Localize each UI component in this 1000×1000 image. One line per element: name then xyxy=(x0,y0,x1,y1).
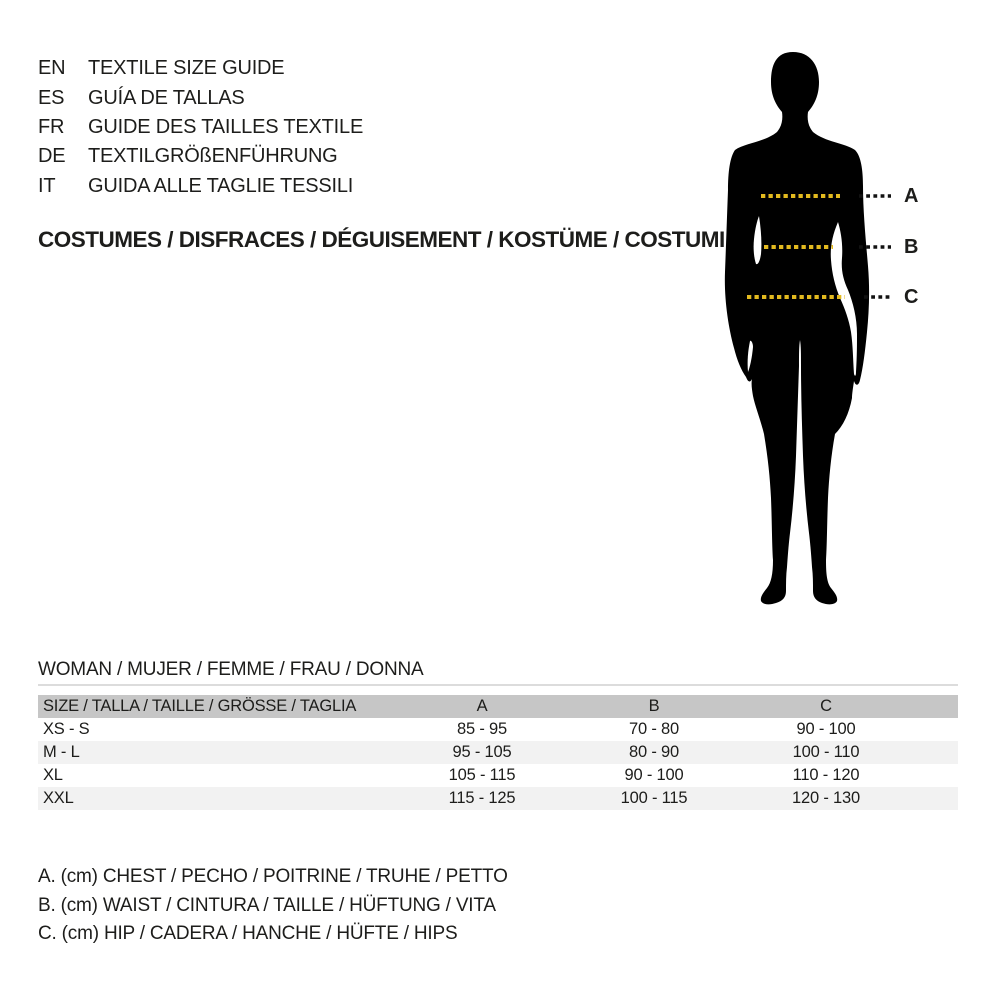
table-top-separator xyxy=(38,684,958,686)
hip-range-cell: 120 - 130 xyxy=(792,789,860,807)
waist-range-cell: 70 - 80 xyxy=(629,720,679,738)
size-cell: XL xyxy=(43,766,63,784)
language-code: EN xyxy=(38,57,66,80)
waist-range-cell: 100 - 115 xyxy=(620,789,688,807)
marker-waist-label: B xyxy=(904,236,919,258)
waist-range-cell: 80 - 90 xyxy=(629,743,679,761)
language-label: GUIDE DES TAILLES TEXTILE xyxy=(88,115,364,138)
table-row-xxl xyxy=(38,787,958,810)
size-cell: M - L xyxy=(43,743,80,761)
size-table xyxy=(38,695,958,810)
chest-range-cell: 85 - 95 xyxy=(457,720,507,738)
table-row-m-l xyxy=(38,741,958,764)
legend-hip: C. (cm) HIP / CADERA / HANCHE / HÜFTE / HIPS xyxy=(38,923,458,945)
table-row-xl xyxy=(38,764,958,787)
size-cell: XXL xyxy=(43,789,74,807)
language-code: IT xyxy=(38,174,56,197)
language-row-en xyxy=(38,54,363,83)
language-row-es xyxy=(38,83,363,112)
marker-hip-label: C xyxy=(904,286,919,308)
marker-chest-label: A xyxy=(904,185,919,207)
chest-range-cell: 95 - 105 xyxy=(452,743,512,761)
size-cell: XS - S xyxy=(43,720,90,738)
language-code: ES xyxy=(38,86,65,109)
language-label: TEXTILE SIZE GUIDE xyxy=(88,57,285,80)
language-label: GUIDA ALLE TAGLIE TESSILI xyxy=(88,174,354,197)
language-code: DE xyxy=(38,145,66,168)
language-code: FR xyxy=(38,115,65,138)
header-size-column: SIZE / TALLA / TAILLE / GRÖSSE / TAGLIA xyxy=(43,697,357,715)
size-table-header-row xyxy=(38,695,958,718)
language-label: GUÍA DE TALLAS xyxy=(88,86,245,109)
language-label: TEXTILGRÖßENFÜHRUNG xyxy=(88,145,338,168)
legend-chest: A. (cm) CHEST / PECHO / POITRINE / TRUHE / PETTO xyxy=(38,866,508,887)
gender-section-title: WOMAN / MUJER / FEMME / FRAU / DONNA xyxy=(38,659,424,680)
hip-range-cell: 100 - 110 xyxy=(792,743,860,761)
language-row-de xyxy=(38,142,363,171)
header-col-a: A xyxy=(476,697,488,715)
language-row-it xyxy=(38,172,363,201)
woman-silhouette xyxy=(713,46,913,611)
calf-gap xyxy=(797,450,801,548)
language-row-fr xyxy=(38,113,363,142)
category-title: COSTUMES / DISFRACES / DÉGUISEMENT / KOSTÜME / COSTUMI xyxy=(38,227,725,252)
language-list xyxy=(38,54,363,201)
hip-range-cell: 90 - 100 xyxy=(796,720,856,738)
chest-range-cell: 115 - 125 xyxy=(448,789,516,807)
silhouette-body xyxy=(725,52,869,604)
legend-waist: B. (cm) WAIST / CINTURA / TAILLE / HÜFTUNG / VITA xyxy=(38,894,496,916)
measurement-legend xyxy=(38,863,508,949)
header-col-b: B xyxy=(648,697,660,715)
hip-range-cell: 110 - 120 xyxy=(792,766,860,784)
header-col-c: C xyxy=(820,697,832,715)
waist-range-cell: 90 - 100 xyxy=(624,766,684,784)
table-row-xs-s xyxy=(38,718,958,741)
chest-range-cell: 105 - 115 xyxy=(448,766,516,784)
